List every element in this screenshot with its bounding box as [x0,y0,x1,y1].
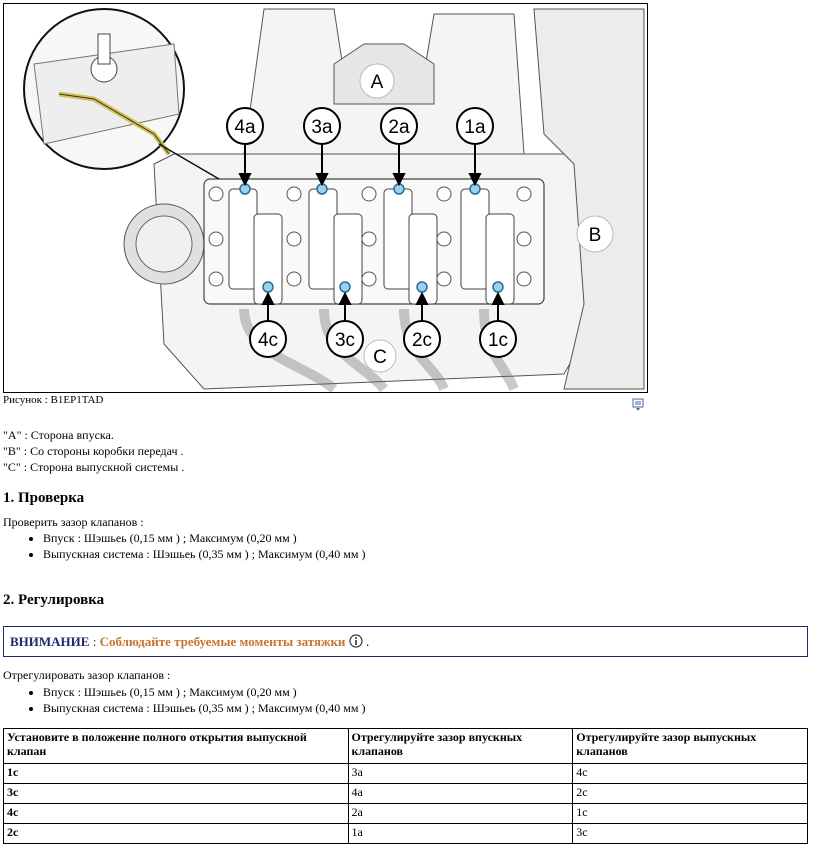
table-header-row [4,729,808,764]
spec-item: • Впуск : Шэшьеь (0,15 мм ) ; Максимум (0,20 мм ) [43,684,366,700]
legend-item: "C" : Сторона выпускной системы . [3,460,185,474]
table-cell: 3c [4,784,349,804]
warning-end: . [362,634,370,649]
marker-label: 2c [411,330,433,351]
warning-separator: : [89,634,100,649]
marker-label: 2a [388,117,410,138]
figure-legend [3,427,184,475]
section-adjust-title: 2. Регулировка [3,592,105,608]
engine-figure [3,3,648,393]
table-cell: 4c [573,764,808,784]
spec-item: • Впуск : Шэшьеь (0,15 мм ) ; Максимум (0,20 мм ) [43,530,366,546]
side-label-a [360,64,394,98]
marker-1c [480,321,516,357]
side-label-c [364,340,396,372]
marker-label: 4a [234,117,256,138]
table-row [4,784,808,804]
header-cell: Отрегулируйте зазор впускных клапанов [348,729,573,764]
table-cell: 1c [4,764,349,784]
warning-box [3,626,808,657]
warning-label: ВНИМАНИЕ [10,634,90,649]
table-cell: 2a [348,804,573,824]
marker-label: 3a [311,117,333,138]
side-label-text: A [370,72,384,93]
check-spec-list [25,530,366,562]
marker-3a [304,108,340,144]
marker-label: 3c [334,330,356,351]
spec-item: • Выпускная система : Шэшьеь (0,35 мм ) ; Максимум (0,40 мм ) [43,546,366,562]
table-row [4,764,808,784]
adjust-spec-list [25,684,366,716]
marker-4a [227,108,263,144]
side-label-b [577,216,613,252]
marker-4c [250,321,286,357]
marker-3c [327,321,363,357]
adjustment-table [3,728,808,844]
table-row [4,804,808,824]
legend-item: "A" : Сторона впуска. [3,428,114,442]
table-cell: 1a [348,824,573,844]
table-cell: 4c [4,804,349,824]
section-check-title: 1. Проверка [3,490,85,506]
info-icon[interactable] [349,634,363,648]
marker-label: 1a [464,117,486,138]
header-cell: Отрегулируйте зазор выпускных клапанов [573,729,808,764]
marker-2a [381,108,417,144]
spec-item: • Выпускная система : Шэшьеь (0,35 мм ) ; Максимум (0,40 мм ) [43,700,366,716]
engine-diagram [4,4,648,393]
table-cell: 4a [348,784,573,804]
warning-text: Соблюдайте требуемые моменты затяжки [99,634,346,649]
side-label-text: C [373,347,387,368]
check-intro: Проверить зазор клапанов : [3,515,144,529]
table-row [4,824,808,844]
table-cell: 2c [4,824,349,844]
header-cell: Установите в положение полного открытия выпускной клапан [4,729,349,764]
print-icon[interactable] [632,398,644,412]
table-cell: 2c [573,784,808,804]
figure-caption: Рисунок : B1EP1TAD [3,394,104,406]
legend-item: "B" : Со стороны коробки передач . [3,444,184,458]
marker-1a [457,108,493,144]
marker-label: 1c [487,330,509,351]
table-cell: 3c [573,824,808,844]
adjust-intro: Отрегулировать зазор клапанов : [3,668,171,682]
side-label-text: B [588,225,602,246]
marker-label: 4c [257,330,279,351]
table-cell: 3a [348,764,573,784]
table-cell: 1c [573,804,808,824]
marker-2c [404,321,440,357]
